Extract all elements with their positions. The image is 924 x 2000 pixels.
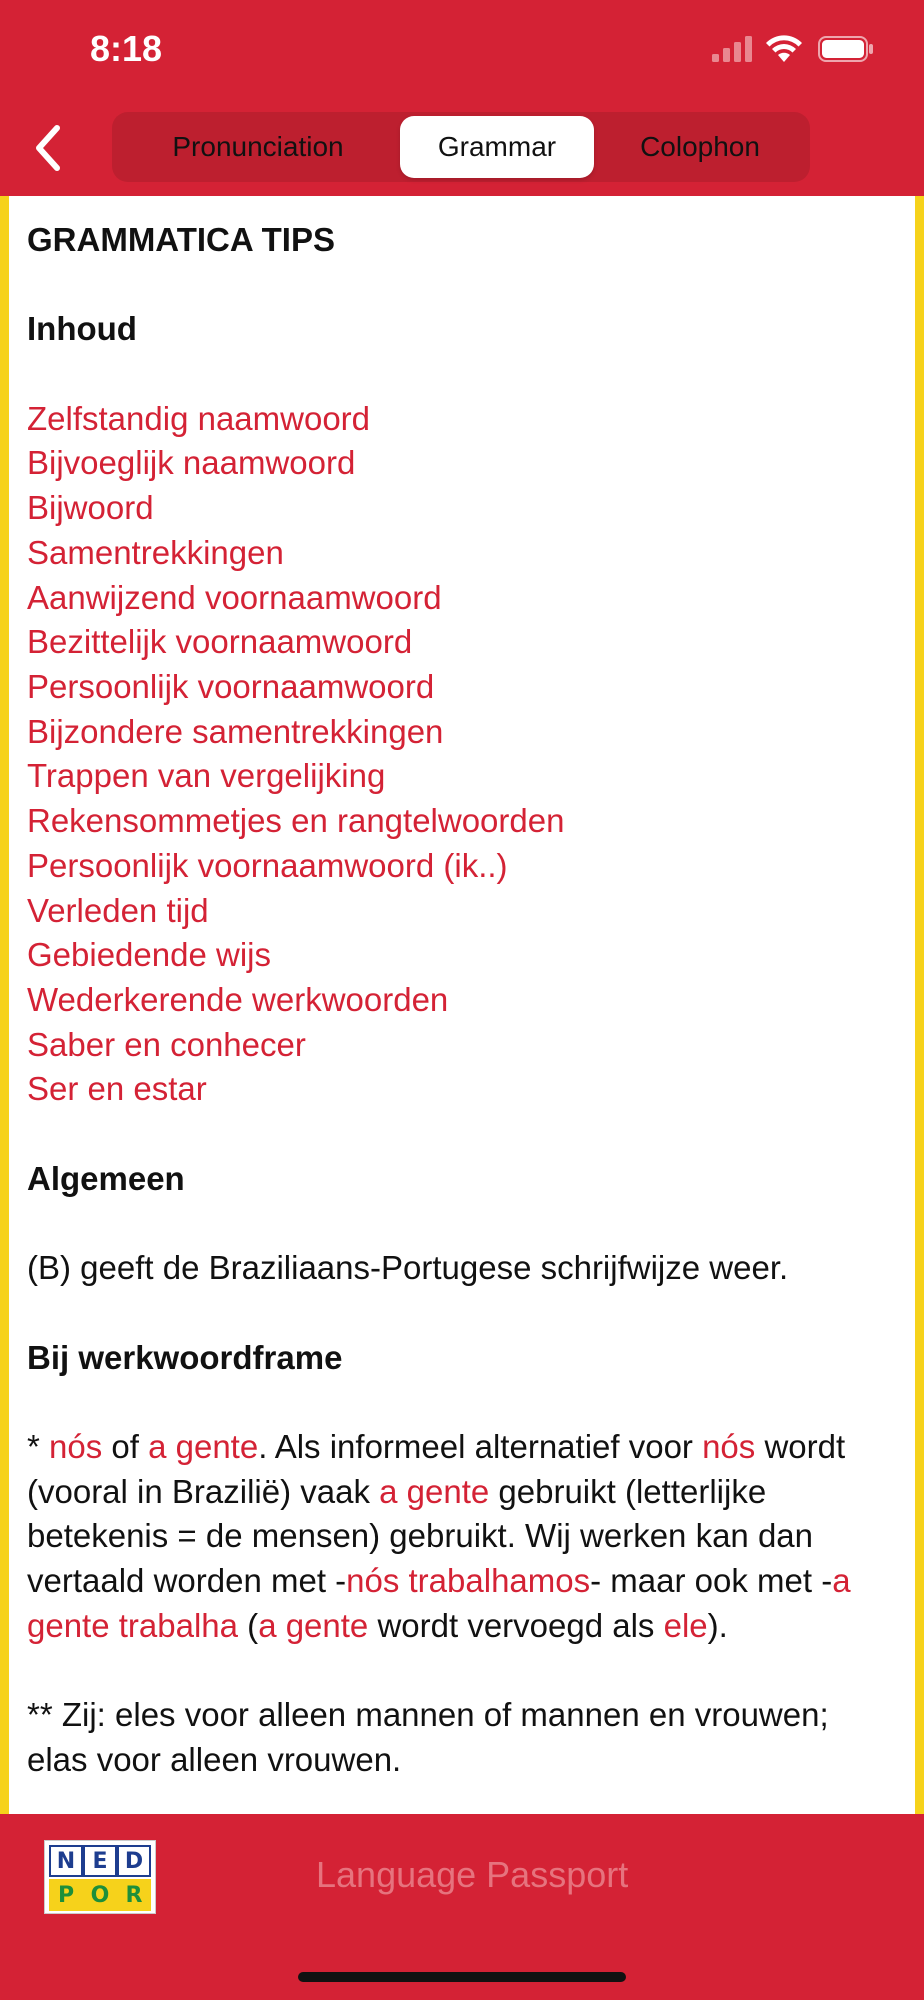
- tab-colophon[interactable]: Colophon: [640, 131, 760, 162]
- tab-grammar[interactable]: Grammar: [400, 116, 594, 178]
- cellular-signal-icon: [712, 36, 752, 62]
- chevron-left-icon: [33, 124, 63, 172]
- battery-icon: [818, 36, 874, 62]
- grammar-content[interactable]: [9, 196, 915, 1814]
- verb-frame-heading: Bij werkwoordframe: [27, 1338, 343, 1376]
- status-bar: [0, 0, 924, 100]
- footer-title: Language Passport: [316, 1854, 629, 1895]
- term-ele: ele: [663, 1606, 708, 1644]
- general-heading: Algemeen: [27, 1159, 185, 1197]
- table-of-contents: [27, 397, 897, 1112]
- content-frame: [0, 196, 924, 1814]
- general-text: (B) geeft de Braziliaans-Portugese schrijfwijze weer.: [27, 1249, 789, 1287]
- toc-link-saber-en-conhecer[interactable]: Saber en conhecer: [27, 1025, 306, 1063]
- toc-link-aanwijzend-voornaamwoord[interactable]: Aanwijzend voornaamwoord: [27, 578, 442, 616]
- term-a-gente: a gente: [148, 1427, 259, 1465]
- term-a-gente: a gente: [258, 1606, 369, 1644]
- toc-link-trappen-van-vergelijking[interactable]: Trappen van vergelijking: [27, 757, 386, 795]
- toc-link-samentrekkingen[interactable]: Samentrekkingen: [27, 533, 284, 571]
- toc-link-rekensommetjes[interactable]: Rekensommetjes en rangtelwoorden: [27, 802, 565, 840]
- wifi-icon: [764, 32, 804, 64]
- segmented-control: [112, 112, 810, 182]
- tab-pronunciation[interactable]: Pronunciation: [172, 131, 344, 162]
- toc-link-bijwoord[interactable]: Bijwoord: [27, 489, 154, 527]
- toc-link-ser-en-estar[interactable]: Ser en estar: [27, 1070, 207, 1108]
- term-nos-trabalhamos: nós trabalhamos: [346, 1562, 591, 1599]
- toc-heading: Inhoud: [27, 310, 137, 348]
- page-title: GRAMMATICA TIPS: [27, 221, 335, 258]
- toc-link-persoonlijk-voornaamwoord[interactable]: Persoonlijk voornaamwoord: [27, 668, 435, 705]
- toc-link-wederkerende-werkwoorden[interactable]: Wederkerende werkwoorden: [27, 980, 449, 1018]
- ned-por-logo: N E D P O R: [44, 1840, 156, 1914]
- home-indicator[interactable]: [298, 1972, 626, 1982]
- toc-link-bijzondere-samentrekkingen[interactable]: Bijzondere samentrekkingen: [27, 712, 444, 750]
- term-nos: nós: [702, 1427, 756, 1465]
- toc-link-gebiedende-wijs[interactable]: Gebiedende wijs: [27, 936, 271, 974]
- toc-link-zelfstandig-naamwoord[interactable]: Zelfstandig naamwoord: [27, 399, 371, 437]
- note-zij: ** Zij: eles voor alleen mannen of mannen en vrouwen; elas voor alleen vrouwen.: [27, 1696, 829, 1778]
- note-nos-a-gente: * nós of a gente. Als informeel alternatief voor nós wordt (vooral in Brazilië) vaak a gente gebruikt (letterlijke betekenis = de mensen) gebruikt. Wij werken kan dan vertaald worden met -nós trabalhamos- maar ook met -a gente trabalha (a gente wordt vervoegd als ele).: [27, 1427, 851, 1644]
- toc-link-persoonlijk-voornaamwoord-ik[interactable]: Persoonlijk voornaamwoord (ik..): [27, 846, 508, 884]
- status-time: 8:18: [90, 28, 163, 69]
- bottom-bar: [0, 1814, 924, 2000]
- toc-link-bezittelijk-voornaamwoord[interactable]: Bezittelijk voornaamwoord: [27, 623, 413, 661]
- toc-link-bijvoeglijk-naamwoord[interactable]: Bijvoeglijk naamwoord: [27, 444, 356, 482]
- navigation-bar: [0, 100, 924, 196]
- toc-link-verleden-tijd[interactable]: Verleden tijd: [27, 891, 209, 929]
- term-a-gente: a gente: [379, 1472, 490, 1510]
- term-nos: nós: [49, 1427, 103, 1465]
- term-a-gente-trabalha: a gente trabalha: [27, 1562, 851, 1644]
- back-button[interactable]: [18, 118, 78, 178]
